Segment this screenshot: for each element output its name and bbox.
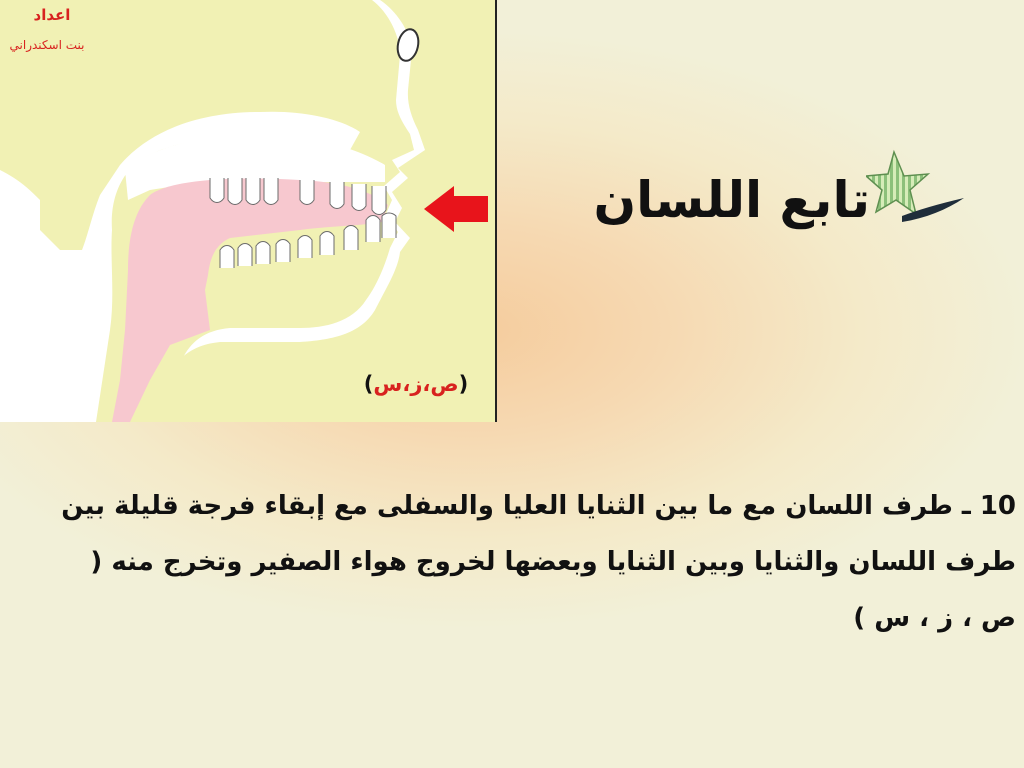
title-container bbox=[540, 160, 870, 240]
mouth-cross-section-illustration bbox=[0, 0, 495, 422]
mouth-diagram bbox=[0, 0, 497, 422]
label-open-paren: ( bbox=[458, 372, 469, 396]
body-text: 10 ـ طرف اللسان مع ما بين الثنايا العليا والسفلى مع إبقاء فرجة قليلة بين طرف اللسان والثنايا وبين الثنايا وبعضها لخروج هواء الصفير وتخرج منه ( ص ، ز ، س ) bbox=[61, 491, 1016, 633]
credit-name: بنت اسكندراني bbox=[9, 38, 85, 52]
label-letters: ص،ز،س bbox=[373, 372, 459, 396]
label-close-paren: ) bbox=[363, 372, 374, 396]
star-bullet-icon bbox=[866, 148, 966, 230]
credit-title: اعداد bbox=[33, 6, 71, 24]
slide-title: تابع اللسان bbox=[593, 171, 870, 229]
letters-label bbox=[350, 372, 482, 396]
arrow-left-icon bbox=[424, 186, 488, 232]
